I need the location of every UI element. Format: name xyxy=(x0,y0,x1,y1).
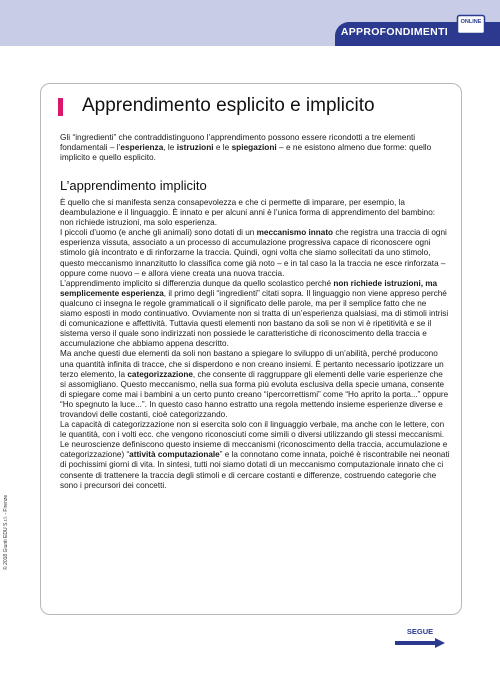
arrow-right-icon xyxy=(395,638,445,648)
intro-paragraph xyxy=(60,132,445,163)
text-run: I piccoli d’uomo (e anche gli animali) sono dotati di un xyxy=(60,228,257,238)
page-title xyxy=(60,95,375,117)
section-subtitle: L’apprendimento implicito xyxy=(60,178,207,193)
bold-phrase: non richiede istruzioni, ma semplicemente esperienza xyxy=(60,278,438,298)
next-page-link[interactable] xyxy=(395,627,445,648)
text-run: – e ne esistono almeno due forme: quello implicito e quello esplicito. xyxy=(60,142,432,163)
text-run: e le xyxy=(213,142,232,153)
online-label: ONLINE xyxy=(460,19,482,25)
online-badge[interactable] xyxy=(456,14,486,42)
text-run: Gli “ingredienti” che contraddistinguono l’apprendimento possono essere ricondotti a tre elementi fondamentali – l’ xyxy=(60,132,416,153)
text-run: L’apprendimento implicito si differenzia dunque da quello scolastico perché xyxy=(60,278,334,288)
title-marker xyxy=(58,98,63,116)
text-run: , che consente di raggruppare gli elementi delle varie esperienze che si assomigliano. Questo meccanismo, nella sua forma più evoluta esclusiva della specie umana, consente di spiegare come mai i bambini a un certo punto creano “ipercorrettismi” come “Ho aprito la porta...” oppure “Ho spegnuto la luce...”. In questo caso hanno estratto una regola mettendo insieme esperienze diverse e trovandovi delle costanti, cioè categorizzando. xyxy=(60,369,449,419)
next-page-label: SEGUE xyxy=(406,627,434,636)
body-paragraph xyxy=(60,349,450,420)
page-title-text: Apprendimento esplicito e implicito xyxy=(82,95,375,116)
body-paragraph xyxy=(60,198,450,228)
text-run: Ma anche questi due elementi da soli non bastano a spiegare lo sviluppo di un’abilità, perché producono una quantità infinita di tracce, che si disperdono e non creano insiemi. È pertanto necessario ipotizzare un terzo elemento, la xyxy=(60,349,444,379)
bold-phrase: spiegazioni xyxy=(231,142,277,153)
body-paragraph xyxy=(60,279,450,350)
body-text xyxy=(60,198,450,491)
bold-phrase: meccanismo innato xyxy=(256,228,334,238)
bold-phrase: categorizzazione xyxy=(127,369,193,379)
text-run: La capacità di categorizzazione non si esercita solo con il linguaggio verbale, ma anche con le lettere, con le quantità, con i volti ecc. che vengono riconosciuti come simili o diversi utilizzando gli stessi meccanismi. Le neuroscienze definiscono questo insieme di meccanismi (riconoscimento della traccia, accumulazione e categorizzazione) “ xyxy=(60,420,448,460)
text-run: È quello che si manifesta senza consapevolezza e che ci permette di imparare, per esempio, la deambulazione e il linguaggio. È innato e per alcuni anni è l’unica forma di apprendimento del bambino: non richiede istruzioni, ma solo esperienza. xyxy=(60,198,436,228)
section-label: APPROFONDIMENTI xyxy=(340,26,448,38)
copyright-notice: © 2018 Giunti EDU S.r.l. - Firenze xyxy=(3,494,9,570)
bold-phrase: istruzioni xyxy=(176,142,214,153)
text-run: , le xyxy=(163,142,177,153)
bold-phrase: attività computazionale xyxy=(129,450,220,460)
body-paragraph xyxy=(60,228,450,278)
text-run: , il primo degli “ingredienti” citati sopra. Il linguaggio non viene appreso perché qualcuno ci insegna le regole grammaticali o il significato delle parole, ma per il semplice fatto che ne siamo esposti in modo continuativo. Ovviamente non si tratta di un’esperienza qualsiasi, ma di stimoli intrisi di comunicazione e affettività. Tuttavia questi elementi non bastano da soli se non vi è ripetitività e se il sistema verso il quale sono indirizzati non possiede le caratteristiche di riconoscimento della traccia e accumulazione che abbiamo appena descritto. xyxy=(60,288,449,349)
body-paragraph xyxy=(60,420,450,491)
text-run: che registra una traccia di ogni esperienza vissuta, associato a un processo di accumulazione progressiva capace di riconoscere ogni stimolo già incontrato e di rinforzarne la traccia. Quindi, ogni volta che siamo sollecitati da uno stimolo, questo meccanismo innanzitutto lo classifica come già noto – e in tal caso la la traccia ne esce rinforzata – oppure come nuovo – e allora viene creata una nuova traccia. xyxy=(60,228,447,278)
text-run: ” e la connotano come innata, poiché è riscontrabile nei neonati di pochissimi giorni di vita. In sintesi, tutti noi siamo dotati di un meccanismo computazionale innato che ci consente di trattenere la traccia degli stimoli e di cercare costanti e differenze, costruendo categorie che sono i precursori dei concetti. xyxy=(60,450,450,490)
bold-phrase: esperienza xyxy=(120,142,164,153)
